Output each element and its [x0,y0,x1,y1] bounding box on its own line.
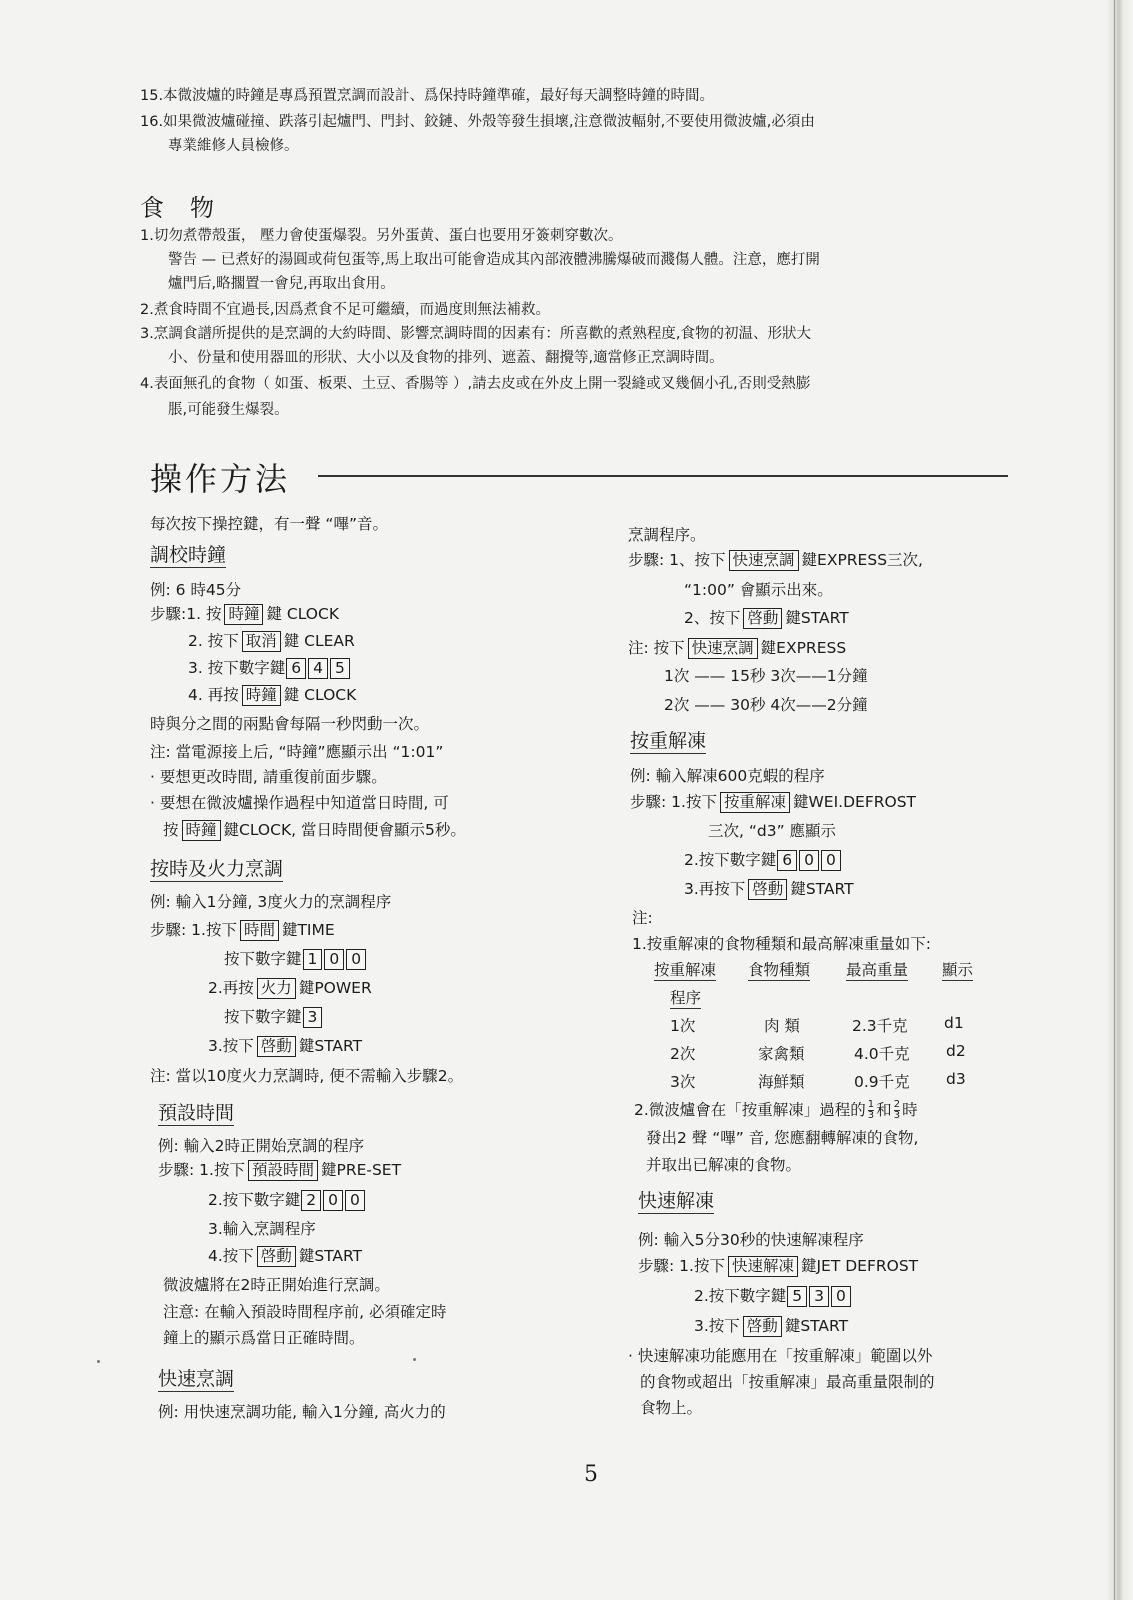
jet-defrost-example: 例: 輸入5分30秒的快速解凍程序 [638,1231,864,1249]
ops-section-title: 操作方法 [150,460,291,498]
fraction-denominator: 3 [893,1110,901,1121]
power-heading: 按時及火力烹調 [150,858,284,880]
express-step-1b: “1:00” 會顯示出來。 [684,581,833,599]
food-section-title: 食物 [140,194,240,222]
digit-key: 0 [821,850,841,871]
step-text: 步驟: 1、按下 [628,551,726,569]
clock-example: 例: 6 時45分 [150,581,242,599]
step-text: 步驟: 1.按下 [158,1161,245,1179]
start-key: 啓動 [257,1036,296,1057]
step-text: 鍵START [784,1317,849,1335]
food-item-3-line-1: 3.烹調食譜所提供的是烹調的大約時間、影響烹調時間的因素有：所喜歡的煮熟程度,食物的初温、形狀大 [140,326,811,342]
note-15: 15.本微波爐的時鐘是專爲預置烹調而設計、爲保持時鐘準確，最好每天調整時鐘的時間。 [140,88,715,104]
table-cell: 海鮮類 [758,1073,805,1091]
jet-defrost-note-1: · 快速解凍功能應用在「按重解凍」範圍以外 [628,1347,933,1365]
clock-step-2 [188,629,355,652]
ops-intro: 每次按下操控鍵，有一聲 “嗶”音。 [150,515,388,533]
step-text: 3. 按下數字鍵 [188,659,286,677]
clock-key: 時鐘 [182,820,221,841]
step-text: 2.微波爐會在「按重解凍」過程的 [634,1101,866,1119]
table-header-display: 顯示 [942,958,973,981]
table-cell: 肉 類 [764,1017,800,1035]
power-step-2 [208,976,372,999]
step-text: 鍵EXPRESS三次, [801,551,923,569]
food-item-2: 2.煮食時間不宜過長,因爲煮食不足可繼續，而過度則無法補救。 [140,302,550,318]
table-cell: 0.9千克 [854,1073,910,1091]
power-step-2b [224,1005,323,1028]
power-step-3 [208,1034,362,1057]
digit-key: 0 [345,1190,365,1211]
food-item-1-line-3: 爐門后,略擱置一會兒,再取出食用。 [168,276,395,292]
food-item-3-line-2: 小、份量和使用器皿的形狀、大小以及食物的排列、遮蓋、翻攪等,適當修正烹調時間。 [168,350,724,366]
step-text: 步驟: 1.按下 [150,921,237,939]
express-rule-1: 1次 —— 15秒 3次——1分鐘 [664,667,868,685]
clear-key: 取消 [242,631,281,652]
ops-title-rule [318,475,1008,477]
step-text: 鍵EXPRESS [760,639,847,657]
step-text: 注: 按下 [628,639,685,657]
clock-step-3 [188,656,351,679]
preset-step-1 [158,1158,401,1181]
jet-defrost-heading: 快速解凍 [638,1190,715,1212]
weight-defrost-key: 按重解凍 [720,792,790,813]
table-cell: 4.0千克 [854,1045,910,1063]
note-16: 16.如果微波爐碰撞、跌落引起爐門、門封、鉸鏈、外殼等發生損壞,注意微波輻射,不要使用微波爐,必須由 [140,114,815,130]
step-text: 3.再按下 [684,880,746,898]
digit-key: 0 [323,1190,343,1211]
step-text: 鍵 CLEAR [283,632,355,650]
step-text: 鍵PRE-SET [320,1161,402,1179]
jet-defrost-step-3 [694,1314,848,1337]
weight-defrost-step-1 [630,790,916,813]
step-text: 鍵 CLOCK [283,686,357,704]
food-item-1-line-1: 1.切勿煮帶殼蛋， 壓力會使蛋爆裂。另外蛋黄、蛋白也要用牙簽刺穿數次。 [140,228,623,244]
digit-key: 3 [809,1286,829,1307]
preset-key: 預設時間 [248,1160,318,1181]
digit-key: 0 [799,850,819,871]
weight-defrost-example: 例: 輸入解凍600克蝦的程序 [630,767,825,785]
step-text: 鍵WEI.DEFROST [792,793,917,811]
preset-after: 微波爐將在2時正開始進行烹調。 [163,1276,390,1294]
clock-note-2: · 要想更改時間, 請重復前面步驟。 [150,768,387,786]
table-cell: 1次 [670,1017,696,1035]
power-note: 注: 當以10度火力烹調時, 便不需輸入步驟2。 [150,1067,464,1085]
page-edge-line [1114,0,1115,1600]
food-item-4-line-1: 4.表面無孔的食物（ 如蛋、板栗、土豆、香腸等 ）,請去皮或在外皮上開一裂縫或叉幾個小孔,否則受熱膨 [140,376,811,392]
digit-key: 3 [303,1007,323,1028]
weight-defrost-note-label: 注: [632,909,653,927]
weight-defrost-note-2-cont: 發出2 聲 “嗶” 音, 您應翻轉解凍的食物, [646,1129,919,1147]
fraction-two-thirds [894,1100,900,1121]
power-step-1 [150,918,335,941]
digit-key: 0 [831,1286,851,1307]
step-text: 和 [876,1101,892,1119]
jet-defrost-note-3: 食物上。 [640,1399,703,1417]
weight-defrost-heading: 按重解凍 [630,730,707,752]
step-text: 鍵START [298,1247,363,1265]
digit-key: 6 [286,658,306,679]
table-header-program-cont: 程序 [670,986,701,1009]
step-text: 鍵JET DEFROST [800,1257,919,1275]
express-step-1 [628,548,923,571]
fraction-numerator: 1 [867,1099,875,1110]
clock-note-3: · 要想在微波爐操作過程中知道當日時間, 可 [150,794,449,812]
jet-defrost-note-2: 的食物或超出「按重解凍」最高重量限制的 [640,1373,935,1391]
preset-note-2: 鐘上的顯示爲當日正確時間。 [163,1329,365,1347]
step-text: 鍵 CLOCK [266,605,339,623]
step-text: 2.按下數字鍵 [684,851,777,869]
weight-defrost-step-2 [684,848,842,871]
table-header-food-type: 食物種類 [748,958,810,981]
step-text: 4. 再按 [188,686,239,704]
preset-step-4 [208,1244,362,1267]
express-key: 快速烹調 [729,550,799,571]
fraction-denominator: 3 [867,1110,875,1121]
step-text: 2.按下數字鍵 [208,1191,301,1209]
digit-key: 0 [324,949,344,970]
express-note [628,636,846,659]
page-number: 5 [584,1462,598,1487]
clock-step-1 [150,602,339,625]
table-cell: d2 [946,1042,966,1060]
step-text: 鍵CLOCK, 當日時間便會顯示5秒。 [223,821,466,839]
digit-key: 2 [301,1190,321,1211]
digit-key: 6 [777,850,797,871]
step-text: 3.按下 [208,1037,254,1055]
table-header-max-weight: 最高重量 [846,958,908,981]
table-cell: 2次 [670,1045,696,1063]
step-text: 鍵START [790,880,854,898]
note-16-continued: 專業維修人員檢修。 [168,138,299,154]
weight-defrost-step-3 [684,877,854,900]
express-heading: 快速烹調 [158,1368,235,1390]
fraction-one-third [868,1100,874,1121]
step-text: 2.按下數字鍵 [694,1287,787,1305]
step-text: 步驟: 1.按下 [630,793,717,811]
clock-heading: 調校時鐘 [150,544,227,566]
clock-note-4 [163,818,466,841]
preset-heading: 預設時間 [158,1102,235,1124]
express-example-cont: 烹調程序。 [628,526,706,544]
express-example: 例: 用快速烹調功能, 輸入1分鐘, 高火力的 [158,1403,446,1421]
start-key: 啓動 [257,1246,296,1267]
preset-note-1: 注意: 在輸入預設時間程序前, 必須確定時 [163,1303,447,1321]
express-step-2 [684,606,849,629]
page-edge-shadow [1107,0,1133,1600]
weight-defrost-note-1: 1.按重解凍的食物種類和最高解凍重量如下: [632,935,932,953]
start-key: 啓動 [743,1316,782,1337]
jet-defrost-step-2 [694,1284,852,1307]
time-key: 時間 [240,920,279,941]
clock-note-1: 注: 當電源接上后, “時鐘”應顯示出 “1:01” [150,743,444,761]
step-text: 按下數字鍵 [224,1008,302,1026]
digit-key: 5 [330,658,350,679]
power-step-1b [224,947,367,970]
step-text: 按 [163,821,179,839]
food-item-4-line-2: 脹,可能發生爆裂。 [168,402,289,418]
preset-example: 例: 輸入2時正開始烹調的程序 [158,1137,365,1155]
step-text: 2. 按下 [188,632,239,650]
table-cell: 家禽類 [758,1045,805,1063]
preset-step-3: 3.輸入烹調程序 [208,1220,316,1238]
jet-defrost-step-1 [638,1254,918,1277]
start-key: 啓動 [748,879,787,900]
scan-speck [97,1360,100,1363]
step-text: 2、按下 [684,609,741,627]
step-text: 鍵START [785,609,849,627]
step-text: 按下數字鍵 [224,950,302,968]
table-cell: d3 [946,1070,966,1088]
step-text: 4.按下 [208,1247,254,1265]
clock-key: 時鐘 [224,604,263,625]
weight-defrost-note-2-end: 并取出已解凍的食物。 [646,1156,802,1174]
clock-step-4 [188,683,356,706]
digit-key: 1 [303,949,323,970]
express-key: 快速烹調 [688,638,758,659]
jet-defrost-key: 快速解凍 [728,1256,798,1277]
weight-defrost-note-2 [634,1098,918,1121]
step-text: 步驟: 1.按下 [638,1257,725,1275]
step-text: 鍵TIME [281,921,335,939]
step-text: 時 [902,1101,918,1119]
step-text: 3.按下 [694,1317,740,1335]
table-header-program: 按重解凍 [654,958,716,981]
step-text: 2.再按 [208,979,254,997]
digit-key: 4 [308,658,328,679]
start-key: 啓動 [743,608,782,629]
scan-speck [413,1358,416,1361]
food-item-1-line-2: 警告 — 已煮好的湯圓或荷包蛋等,馬上取出可能會造成其內部液體沸騰爆破而濺傷人體。注意，應打開 [168,252,820,268]
digit-key: 0 [346,949,366,970]
fraction-numerator: 2 [893,1099,901,1110]
express-rule-2: 2次 —— 30秒 4次——2分鐘 [664,696,868,714]
step-text: 步驟:1. 按 [150,605,222,623]
power-example: 例: 輸入1分鐘, 3度火力的烹調程序 [150,893,392,911]
table-cell: d1 [944,1014,964,1032]
step-text: 鍵START [298,1037,363,1055]
power-key: 火力 [257,978,296,999]
clock-blink-note: 時與分之間的兩點會每隔一秒閃動一次。 [150,715,430,733]
table-cell: 3次 [670,1073,696,1091]
digit-key: 5 [787,1286,807,1307]
preset-step-2 [208,1188,366,1211]
step-text: 鍵POWER [298,979,372,997]
table-cell: 2.3千克 [852,1017,908,1035]
clock-key: 時鐘 [242,685,281,706]
weight-defrost-step-1b: 三次, “d3” 應顯示 [708,822,837,840]
